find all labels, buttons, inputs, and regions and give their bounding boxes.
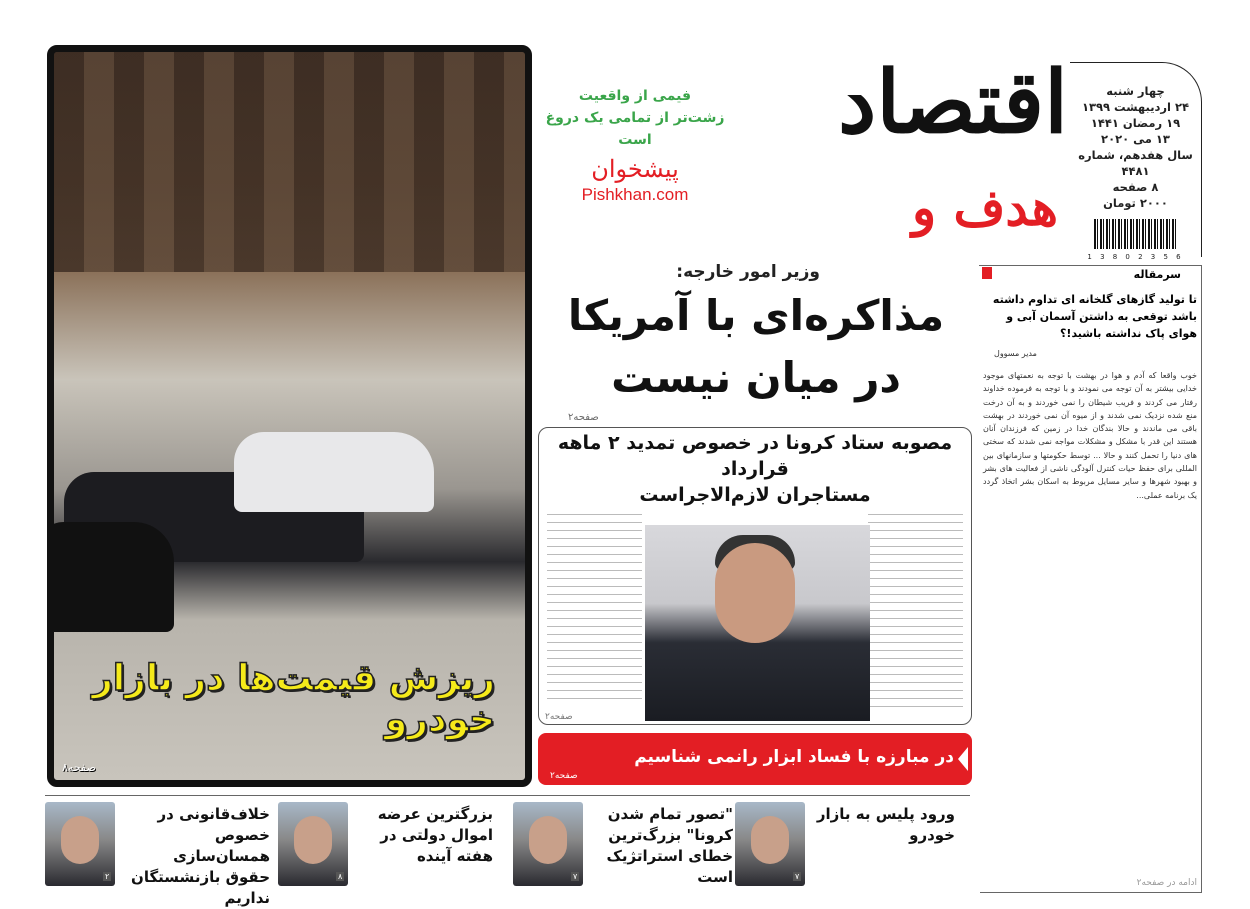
barcode-number: 1 3 8 0 2 3 5 6 bbox=[1087, 253, 1184, 261]
photo-caption[interactable]: ریزش قیمت‌ها در بازار خودرو bbox=[92, 658, 495, 740]
title-line: مستاجران لازم‌الاجراست bbox=[639, 484, 871, 506]
red-square-icon bbox=[982, 267, 992, 279]
issue-number: سال هفدهم، شماره ۴۴۸۱ bbox=[1078, 148, 1193, 178]
watermark-fa: پیشخوان bbox=[591, 156, 679, 183]
editorial-title[interactable]: تا تولید گازهای گلخانه ای تداوم داشته باشد توقعی به داشتن آسمان آبی و هوای پاک نداشته باشید!؟ bbox=[992, 293, 1197, 340]
bottom-teasers bbox=[45, 795, 970, 907]
article-text-column bbox=[868, 514, 963, 714]
page-count: ۸ صفحه bbox=[1112, 180, 1159, 194]
page-ref: صفحه۸ bbox=[62, 761, 96, 774]
arrow-icon bbox=[958, 747, 968, 771]
editorial-label: سرمقاله bbox=[979, 265, 1201, 283]
teaser-item[interactable] bbox=[45, 802, 270, 907]
banner-title: در مبارزه با فساد ابزار رانمی شناسیم bbox=[634, 747, 954, 767]
slogan-line: فیمی از واقعیت bbox=[578, 88, 692, 104]
photo-story-car-showroom[interactable] bbox=[47, 45, 532, 787]
page-ref: ۸ bbox=[338, 872, 343, 881]
issue-info-box bbox=[1070, 62, 1202, 261]
teaser-item[interactable] bbox=[278, 802, 498, 888]
teaser-title: ورود پلیس به بازار خودرو bbox=[816, 805, 955, 844]
date-lunar: ۱۹ رمضان ۱۴۴۱ bbox=[1090, 116, 1181, 130]
teaser-title: بزرگترین عرضه اموال دولتی در هفته آینده bbox=[377, 805, 493, 865]
headline-line: در میان نیست bbox=[611, 353, 901, 402]
teaser-item[interactable] bbox=[513, 802, 733, 888]
slogan-line: زشت‌تر از تمامی یک دروغ است bbox=[545, 110, 725, 148]
page-ref: صفحه۲ bbox=[568, 412, 599, 423]
teaser-item[interactable] bbox=[735, 802, 965, 888]
page-ref: ۷ bbox=[795, 872, 800, 881]
logo-main: اقتصاد bbox=[837, 52, 1068, 153]
masthead bbox=[540, 45, 1068, 257]
editorial-body: خوب واقعا که آدم و هوا در بهشت با توجه به نعمتهای موجود خدایی بیشتر به آن توجه می نمودند و با توجه به فرموده خداوند رفتار می کردند و فریب شیطان را نمی خوردند و به آن درخت منع شده نزدیک نمی شدند و از میوه آن نمی خوردند در بهشت باقی می ماندند و حالا بندگان خدا در زمین که فرزندان آنان هستند این قدر با مشکل و مشکلات مواجه نمی شدند که سختی های دنیا را تحمل کنند و حالا ... توسط حکومتها و سازمانهای بین المللی برای حفظ حیات کنترل آلودگی ناشی از فعالیت های بشر و بهبود شهرها و سایر مسایل مربوط به اسکان بشر اتخاذ گردد یک برنامه عملی... bbox=[983, 371, 1197, 500]
lead-headline[interactable] bbox=[540, 285, 972, 409]
page-ref: ۷ bbox=[573, 872, 578, 881]
title-line: مصوبه ستاد کرونا در خصوص تمدید ۲ ماهه قرارداد bbox=[557, 432, 953, 480]
slogan bbox=[540, 85, 730, 151]
editorial-author: مدیر مسوول bbox=[994, 349, 1037, 358]
price: ۲۰۰۰ تومان bbox=[1103, 196, 1168, 210]
page-ref: صفحه۲ bbox=[550, 771, 578, 781]
teaser-title: "تصور تمام شدن کرونا" بزرگ‌ترین خطای استراتژیک است bbox=[606, 805, 733, 886]
teaser-title: خلاف‌قانونی در خصوص همسان‌سازی حقوق بازنشستگان نداریم bbox=[131, 805, 270, 907]
date-gregorian: ۱۳ می ۲۰۲۰ bbox=[1101, 132, 1170, 146]
box-story-title bbox=[539, 428, 971, 508]
date-solar: ۲۴ اردیبهشت ۱۳۹۹ bbox=[1081, 100, 1190, 114]
showroom-ceiling-image bbox=[54, 52, 525, 272]
banner-story[interactable] bbox=[538, 733, 972, 785]
weekday: چهار شنبه bbox=[1106, 84, 1165, 98]
editorial-column bbox=[980, 265, 1202, 893]
continued-link[interactable]: ادامه در صفحه۲ bbox=[1136, 878, 1197, 888]
lead-kicker: وزیر امور خارجه: bbox=[676, 262, 820, 282]
minister-portrait bbox=[645, 525, 870, 721]
watermark bbox=[540, 155, 730, 205]
car-image bbox=[234, 432, 434, 512]
barcode bbox=[1094, 219, 1178, 249]
car-image bbox=[47, 522, 174, 632]
page-ref: ۲ bbox=[105, 872, 110, 881]
page-ref: صفحه۲ bbox=[545, 712, 573, 722]
article-text-column bbox=[547, 514, 642, 704]
watermark-url: Pishkhan.com bbox=[581, 185, 689, 204]
headline-line: مذاکره‌ای با آمریکا bbox=[567, 291, 945, 340]
logo-accent: هدف و bbox=[912, 178, 1058, 237]
